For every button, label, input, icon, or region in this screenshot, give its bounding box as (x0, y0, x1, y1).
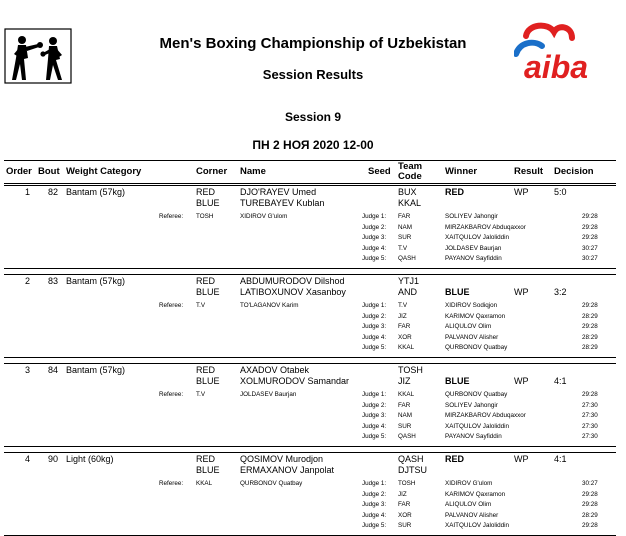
judge-label: Judge 1: (362, 302, 387, 309)
judge-row (4, 255, 616, 264)
referee-name: TO'LAGANOV Karim (240, 302, 299, 309)
bout-order: 1 (25, 187, 31, 197)
referee-name: XIDIROV G'ulom (240, 213, 288, 220)
col-seed: Seed (368, 166, 391, 177)
judge-label: Judge 3: (362, 323, 387, 330)
judge-row (4, 491, 616, 500)
judge-label: Judge 2: (362, 312, 387, 320)
judge-label: Judge 4: (362, 511, 387, 519)
judge-team: QASH (398, 433, 416, 440)
blue-corner-label: BLUE (196, 287, 220, 297)
col-order: Order (6, 166, 32, 177)
judge-label: Judge 4: (362, 422, 387, 430)
judge-team: JIZ (398, 312, 407, 320)
judge-name: ALIQULOV Olim (445, 501, 492, 508)
judge-name: XAITQULOV Jaloliddin (445, 422, 510, 430)
judge-score: 29:28 (582, 522, 598, 529)
col-weight: Weight Category (66, 166, 142, 177)
referee-label: Referee: (159, 391, 184, 398)
judge-row (4, 224, 616, 233)
aiba-logo (514, 20, 606, 84)
blue-boxer-name: TUREBAYEV Kublan (240, 198, 325, 208)
judge-team: TOSH (398, 480, 416, 487)
blue-corner-label: BLUE (196, 198, 220, 208)
col-decision: Decision (554, 166, 594, 177)
judge-team: KKAL (398, 391, 415, 398)
judge-score: 28:29 (582, 511, 598, 519)
judge-team: KKAL (398, 344, 415, 351)
judge-score: 30:27 (582, 480, 598, 487)
judge-score: 29:28 (582, 391, 598, 398)
bout-number: 84 (48, 365, 59, 375)
judge-team: NAM (398, 223, 412, 231)
judge-name: JOLDASEV Baurjan (445, 244, 502, 252)
referee-name: JOLDASEV Baurjan (240, 391, 297, 398)
bout-weight: Bantam (57kg) (66, 276, 126, 286)
judge-row (4, 313, 616, 322)
decision: 4:1 (554, 376, 567, 386)
result: WP (514, 187, 529, 197)
judge-name: SOLIYEV Jahongir (445, 401, 498, 409)
col-code: Code (398, 171, 422, 182)
judge-name: XAITQULOV Jaloliddin (445, 522, 510, 529)
red-boxer-name: QOSIMOV Murodjon (240, 454, 324, 464)
referee-team: TOSH (196, 213, 214, 220)
winner: RED (445, 454, 465, 464)
judge-label: Judge 4: (362, 333, 387, 341)
red-corner-label: RED (196, 454, 216, 464)
bout-order: 4 (25, 454, 31, 464)
judge-name: PALVANOV Alisher (445, 333, 499, 341)
blue-boxer-name: ERMAXANOV Janpolat (240, 465, 335, 475)
result: WP (514, 454, 529, 464)
judge-score: 29:28 (582, 302, 598, 309)
blue-team-code: DJTSU (398, 465, 427, 475)
bout-order: 2 (25, 276, 31, 286)
judge-team: SUR (398, 422, 412, 430)
judge-label: Judge 5: (362, 255, 387, 262)
judge-row (4, 213, 616, 222)
red-team-code: TOSH (398, 365, 423, 375)
judge-row (4, 501, 616, 510)
aiba-logo-text: aiba (524, 49, 589, 84)
judge-row (4, 402, 616, 411)
judge-team: FAR (398, 323, 411, 330)
judge-label: Judge 5: (362, 522, 387, 529)
referee-team: T.V (196, 391, 206, 398)
judge-row (4, 245, 616, 254)
col-corner: Corner (196, 166, 228, 177)
referee-team: KKAL (196, 480, 213, 487)
referee-label: Referee: (159, 480, 184, 487)
page-title: Men's Boxing Championship of Uzbekistan (159, 35, 467, 52)
judge-score: 30:27 (582, 255, 598, 262)
judge-label: Judge 1: (362, 391, 387, 398)
judge-team: JIZ (398, 490, 407, 498)
blue-team-code: KKAL (398, 198, 422, 208)
bout-block (4, 363, 616, 447)
judge-label: Judge 3: (362, 234, 387, 241)
judge-score: 27:30 (582, 422, 598, 430)
bout-weight: Light (60kg) (66, 454, 114, 464)
winner: RED (445, 187, 465, 197)
decision: 5:0 (554, 187, 567, 197)
judge-team: QASH (398, 255, 416, 262)
blue-team-code: JIZ (398, 376, 411, 386)
judge-team: T.V (398, 302, 408, 309)
red-boxer-name: DJO'RAYEV Umed (240, 187, 317, 197)
judge-score: 29:28 (582, 223, 598, 231)
judge-team: FAR (398, 401, 411, 409)
decision: 3:2 (554, 287, 567, 297)
judge-row (4, 512, 616, 521)
judge-name: XAITQULOV Jaloliddin (445, 234, 510, 241)
judge-score: 30:27 (582, 244, 598, 252)
winner: BLUE (445, 287, 470, 297)
bout-block (4, 452, 616, 536)
judge-label: Judge 5: (362, 433, 387, 440)
red-team-code: YTJ1 (398, 276, 420, 286)
judge-team: XOR (398, 511, 412, 519)
page-subtitle: Session Results (262, 67, 364, 82)
judge-label: Judge 2: (362, 223, 387, 231)
judge-label: Judge 3: (362, 501, 387, 508)
judge-row (4, 522, 616, 531)
judge-score: 27:30 (582, 433, 598, 440)
judge-label: Judge 2: (362, 490, 387, 498)
session-label: Session 9 (284, 110, 342, 124)
judge-name: QURBONOV Quatbay (445, 391, 508, 398)
col-result: Result (514, 166, 544, 177)
judge-score: 29:28 (582, 213, 598, 220)
bout-order: 3 (25, 365, 31, 375)
judge-score: 27:30 (582, 401, 598, 409)
judge-label: Judge 2: (362, 401, 387, 409)
winner: BLUE (445, 376, 470, 386)
table-header (4, 160, 616, 184)
judge-row (4, 433, 616, 442)
decision: 4:1 (554, 454, 567, 464)
judge-name: MIRZAKBAROV Abduqaxxor (445, 412, 526, 419)
judge-label: Judge 4: (362, 244, 387, 252)
judge-name: QURBONOV Quatbay (445, 344, 508, 351)
red-corner-label: RED (196, 276, 216, 286)
red-team-code: QASH (398, 454, 424, 464)
referee-label: Referee: (159, 213, 184, 220)
red-boxer-name: AXADOV Otabek (240, 365, 310, 375)
judge-score: 28:29 (582, 344, 598, 351)
judge-score: 29:28 (582, 234, 598, 241)
blue-corner-label: BLUE (196, 376, 220, 386)
judge-team: NAM (398, 412, 412, 419)
judge-score: 27:30 (582, 412, 598, 419)
judge-label: Judge 1: (362, 480, 387, 487)
red-boxer-name: ABDUMURODOV Dilshod (240, 276, 345, 286)
col-bout: Bout (38, 166, 60, 177)
blue-team-code: AND (398, 287, 418, 297)
red-team-code: BUX (398, 187, 417, 197)
red-corner-label: RED (196, 365, 216, 375)
judge-row (4, 480, 616, 489)
bout-weight: Bantam (57kg) (66, 187, 126, 197)
judge-name: KARIMOV Qaxramon (445, 490, 506, 498)
bout-block (4, 185, 616, 269)
judge-row (4, 334, 616, 343)
session-date: ПН 2 НОЯ 2020 12-00 (252, 138, 374, 152)
col-winner: Winner (445, 166, 478, 177)
judge-score: 28:29 (582, 312, 598, 320)
judge-score: 28:29 (582, 333, 598, 341)
col-name: Name (240, 166, 266, 177)
judge-name: SOLIYEV Jahongir (445, 213, 498, 220)
judge-score: 29:28 (582, 323, 598, 330)
referee-label: Referee: (159, 302, 184, 309)
blue-boxer-name: LATIBOXUNOV Xasanboy (240, 287, 346, 297)
judge-team: XOR (398, 333, 412, 341)
red-corner-label: RED (196, 187, 216, 197)
referee-name: QURBONOV Quatbay (240, 480, 303, 487)
referee-team: T.V (196, 302, 206, 309)
col-team: Team (398, 161, 423, 172)
judge-row (4, 323, 616, 332)
judge-label: Judge 5: (362, 344, 387, 351)
judge-row (4, 234, 616, 243)
judge-row (4, 391, 616, 400)
judge-score: 29:28 (582, 501, 598, 508)
judge-name: XIDIROV Sodiqjon (445, 302, 498, 309)
bout-number: 83 (48, 276, 59, 286)
judge-row (4, 302, 616, 311)
judge-row (4, 412, 616, 421)
judge-name: ALIQULOV Olim (445, 323, 492, 330)
judge-name: PAYANOV Sayfiddin (445, 255, 502, 262)
result: WP (514, 376, 529, 386)
bout-number: 90 (48, 454, 59, 464)
judge-name: PAYANOV Sayfiddin (445, 433, 502, 440)
judge-team: SUR (398, 234, 412, 241)
judge-row (4, 423, 616, 432)
judge-team: FAR (398, 501, 411, 508)
judge-label: Judge 3: (362, 412, 387, 419)
judge-row (4, 344, 616, 353)
bout-block (4, 274, 616, 358)
judge-team: FAR (398, 213, 411, 220)
judge-label: Judge 1: (362, 213, 387, 220)
bout-weight: Bantam (57kg) (66, 365, 126, 375)
bout-number: 82 (48, 187, 59, 197)
blue-corner-label: BLUE (196, 465, 220, 475)
judge-score: 29:28 (582, 490, 598, 498)
judge-name: MIRZAKBAROV Abduqaxxor (445, 223, 526, 231)
judge-name: XIDIROV G'ulom (445, 480, 493, 487)
judge-team: SUR (398, 522, 412, 529)
blue-boxer-name: XOLMURODOV Samandar (240, 376, 350, 386)
judge-team: T.V (398, 244, 408, 252)
result: WP (514, 287, 529, 297)
judge-name: PALVANOV Alisher (445, 511, 499, 519)
judge-name: KARIMOV Qaxramon (445, 312, 506, 320)
